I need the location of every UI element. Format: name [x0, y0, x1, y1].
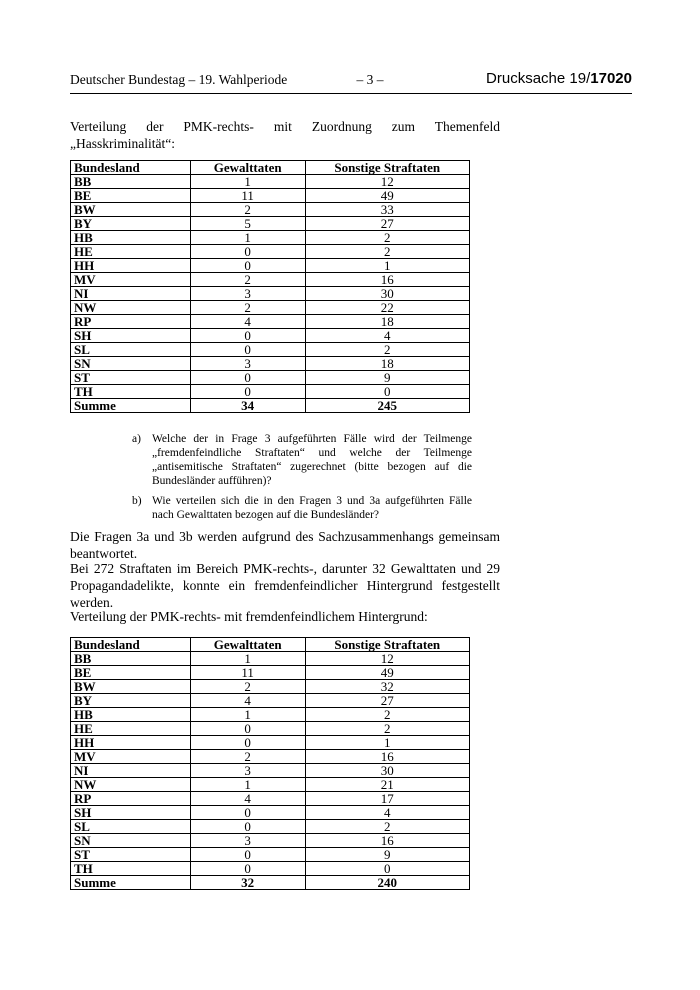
table-row	[71, 680, 470, 694]
sonstige-cell: 32	[305, 680, 469, 694]
sonstige-cell: 9	[305, 848, 469, 862]
table-row	[71, 862, 470, 876]
question-a	[132, 432, 472, 488]
bundesland-cell: ST	[71, 848, 191, 862]
gewalttaten-cell: 0	[190, 820, 305, 834]
fremdenfeindlich-table	[70, 637, 470, 890]
gewalttaten-cell: 3	[190, 764, 305, 778]
bundesland-cell: ST	[71, 371, 191, 385]
sonstige-cell: 1	[305, 259, 469, 273]
sum-row	[71, 876, 470, 890]
sonstige-cell: 27	[305, 217, 469, 231]
table-row	[71, 764, 470, 778]
table-row	[71, 708, 470, 722]
sonstige-cell: 16	[305, 273, 469, 287]
sonstige-cell: 30	[305, 764, 469, 778]
table-row	[71, 722, 470, 736]
gewalttaten-cell: 0	[190, 259, 305, 273]
bundesland-cell: SL	[71, 820, 191, 834]
gewalttaten-cell: 0	[190, 848, 305, 862]
table-row	[71, 329, 470, 343]
sonstige-cell: 16	[305, 834, 469, 848]
gewalttaten-cell: 3	[190, 357, 305, 371]
gewalttaten-cell: 4	[190, 694, 305, 708]
bundesland-cell: RP	[71, 315, 191, 329]
sonstige-cell: 2	[305, 231, 469, 245]
table-row	[71, 189, 470, 203]
bundesland-cell: HH	[71, 736, 191, 750]
bundesland-cell: BW	[71, 203, 191, 217]
header-divider	[70, 93, 632, 94]
bundesland-cell: NI	[71, 764, 191, 778]
bundesland-cell: TH	[71, 385, 191, 399]
page-number: – 3 –	[356, 72, 384, 87]
table-row	[71, 287, 470, 301]
sonstige-cell: 27	[305, 694, 469, 708]
sonstige-cell: 12	[305, 652, 469, 666]
question-b	[132, 494, 472, 522]
gewalttaten-cell: 11	[190, 189, 305, 203]
gewalttaten-cell: 5	[190, 217, 305, 231]
gewalttaten-cell: 2	[190, 203, 305, 217]
table-row	[71, 175, 470, 189]
gewalttaten-cell: 0	[190, 343, 305, 357]
bundesland-cell: BB	[71, 175, 191, 189]
table-row	[71, 848, 470, 862]
sonstige-cell: 33	[305, 203, 469, 217]
hasskriminalitaet-table	[70, 160, 470, 413]
sonstige-cell: 22	[305, 301, 469, 315]
sonstige-cell: 30	[305, 287, 469, 301]
table-row	[71, 301, 470, 315]
bundesland-cell: SH	[71, 329, 191, 343]
sonstige-cell: 49	[305, 189, 469, 203]
questions-list	[132, 432, 472, 528]
answer-detail: Bei 272 Straftaten im Bereich PMK-rechts-, darunter 32 Gewalttaten und 29 Propagandadelikte, konnte ein fremdenfeindlicher Hintergrund festgestellt werden.	[70, 561, 500, 610]
table-row	[71, 315, 470, 329]
sonstige-cell: 2	[305, 820, 469, 834]
table-row	[71, 694, 470, 708]
gewalttaten-cell: 4	[190, 315, 305, 329]
bundesland-cell: BE	[71, 666, 191, 680]
table-row	[71, 750, 470, 764]
table-row	[71, 217, 470, 231]
bundesland-cell: BB	[71, 652, 191, 666]
bundesland-cell: NW	[71, 301, 191, 315]
gewalttaten-cell: 0	[190, 722, 305, 736]
sonstige-cell: 0	[305, 385, 469, 399]
table-header-row	[71, 638, 470, 652]
gewalttaten-cell: 0	[190, 245, 305, 259]
table-row	[71, 273, 470, 287]
gewalttaten-cell: 0	[190, 806, 305, 820]
sonstige-cell: 17	[305, 792, 469, 806]
gewalttaten-cell: 0	[190, 862, 305, 876]
gewalttaten-cell: 1	[190, 708, 305, 722]
table-header-row	[71, 161, 470, 175]
bundesland-cell: TH	[71, 862, 191, 876]
table-row	[71, 259, 470, 273]
sonstige-cell: 0	[305, 862, 469, 876]
question-text: Wie verteilen sich die in den Fragen 3 und 3a aufgeführten Fälle nach Gewalttaten bezogen auf die Bundesländer?	[152, 495, 472, 521]
column-header-sonstige: Sonstige Straftaten	[305, 161, 469, 175]
column-header-bundesland: Bundesland	[71, 638, 191, 652]
answer-combined: Die Fragen 3a und 3b werden aufgrund des Sachzusammenhangs gemeinsam beantwortet.	[70, 529, 500, 561]
sonstige-cell: 2	[305, 343, 469, 357]
gewalttaten-cell: 2	[190, 680, 305, 694]
table2-intro: Verteilung der PMK-rechts- mit fremdenfeindlichem Hintergrund:	[70, 609, 428, 624]
table-row	[71, 834, 470, 848]
question-marker: a)	[132, 433, 141, 445]
bundesland-cell: BY	[71, 217, 191, 231]
sonstige-cell: 18	[305, 315, 469, 329]
bundesland-cell: BE	[71, 189, 191, 203]
sum-label: Summe	[71, 876, 191, 890]
gewalttaten-cell: 1	[190, 231, 305, 245]
page-header	[70, 70, 632, 90]
gewalttaten-cell: 2	[190, 273, 305, 287]
sonstige-cell: 4	[305, 806, 469, 820]
sonstige-cell: 245	[305, 399, 469, 413]
table-row	[71, 778, 470, 792]
bundesland-cell: MV	[71, 273, 191, 287]
bundesland-cell: SN	[71, 357, 191, 371]
sonstige-cell: 1	[305, 736, 469, 750]
gewalttaten-cell: 11	[190, 666, 305, 680]
gewalttaten-cell: 2	[190, 750, 305, 764]
bundesland-cell: HE	[71, 722, 191, 736]
question-marker: b)	[132, 495, 142, 507]
sonstige-cell: 2	[305, 708, 469, 722]
table-row	[71, 736, 470, 750]
column-header-gewalttaten: Gewalttaten	[190, 638, 305, 652]
sonstige-cell: 4	[305, 329, 469, 343]
document-number-bold: 17020	[590, 70, 632, 87]
gewalttaten-cell: 0	[190, 385, 305, 399]
table-body	[71, 652, 470, 890]
sonstige-cell: 21	[305, 778, 469, 792]
table-row	[71, 385, 470, 399]
column-header-sonstige: Sonstige Straftaten	[305, 638, 469, 652]
gewalttaten-cell: 1	[190, 175, 305, 189]
bundesland-cell: SH	[71, 806, 191, 820]
gewalttaten-cell: 3	[190, 834, 305, 848]
bundesland-cell: HB	[71, 231, 191, 245]
bundesland-cell: HE	[71, 245, 191, 259]
table-row	[71, 666, 470, 680]
table-row	[71, 231, 470, 245]
sonstige-cell: 16	[305, 750, 469, 764]
gewalttaten-cell: 4	[190, 792, 305, 806]
header-publication: Deutscher Bundestag – 19. Wahlperiode	[70, 72, 288, 87]
bundesland-cell: NI	[71, 287, 191, 301]
table-row	[71, 343, 470, 357]
question-text: Welche der in Frage 3 aufgeführten Fälle wird der Teilmenge „fremdenfeindliche Straftaten“ und welche der Teilmenge „antisemitische Straftaten“ zugerechnet (bitte bezogen auf die Bundesländer aufführen)?	[152, 433, 472, 487]
table1-intro: Verteilung der PMK-rechts- mit Zuordnung zum Themenfeld „Hasskriminalität“:	[70, 119, 500, 151]
gewalttaten-cell: 0	[190, 371, 305, 385]
gewalttaten-cell: 1	[190, 652, 305, 666]
table-row	[71, 652, 470, 666]
table-row	[71, 371, 470, 385]
bundesland-cell: MV	[71, 750, 191, 764]
bundesland-cell: BY	[71, 694, 191, 708]
table-row	[71, 357, 470, 371]
table-row	[71, 792, 470, 806]
sonstige-cell: 12	[305, 175, 469, 189]
gewalttaten-cell: 1	[190, 778, 305, 792]
table-row	[71, 820, 470, 834]
sonstige-cell: 2	[305, 245, 469, 259]
sonstige-cell: 49	[305, 666, 469, 680]
sonstige-cell: 2	[305, 722, 469, 736]
bundesland-cell: RP	[71, 792, 191, 806]
gewalttaten-cell: 0	[190, 736, 305, 750]
bundesland-cell: HB	[71, 708, 191, 722]
document-number-plain: 19/	[565, 70, 591, 87]
gewalttaten-cell: 3	[190, 287, 305, 301]
sonstige-cell: 18	[305, 357, 469, 371]
column-header-gewalttaten: Gewalttaten	[190, 161, 305, 175]
sum-row	[71, 399, 470, 413]
gewalttaten-cell: 0	[190, 329, 305, 343]
bundesland-cell: BW	[71, 680, 191, 694]
document-number-prefix: Drucksache	[486, 70, 566, 87]
gewalttaten-cell: 34	[190, 399, 305, 413]
table-row	[71, 203, 470, 217]
bundesland-cell: SL	[71, 343, 191, 357]
gewalttaten-cell: 32	[190, 876, 305, 890]
table-body	[71, 175, 470, 413]
table-row	[71, 245, 470, 259]
bundesland-cell: HH	[71, 259, 191, 273]
document-number	[486, 70, 632, 87]
sonstige-cell: 240	[305, 876, 469, 890]
bundesland-cell: SN	[71, 834, 191, 848]
gewalttaten-cell: 2	[190, 301, 305, 315]
sonstige-cell: 9	[305, 371, 469, 385]
table-row	[71, 806, 470, 820]
column-header-bundesland: Bundesland	[71, 161, 191, 175]
bundesland-cell: NW	[71, 778, 191, 792]
sum-label: Summe	[71, 399, 191, 413]
